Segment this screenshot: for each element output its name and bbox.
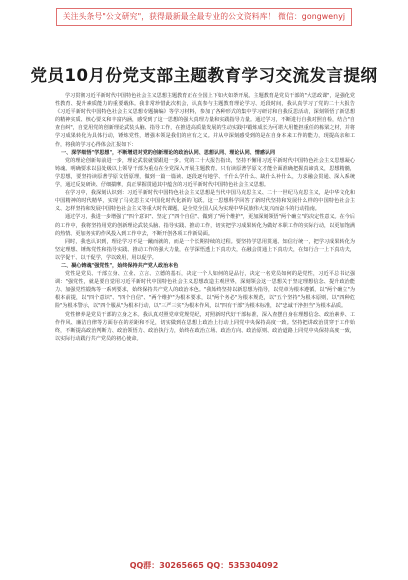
paragraph: 通过学习，我进一步增强了"四个意识"、坚定了"四个自信"、做到了"两个维护"，更加深刻领悟"两个确立"的决定性意义。在今后的工作中，我将坚持用党的创新理论武装头脑、指导实践、推动工作，切实把学习成果转化为做好本职工作的实际行动，以更加饱满的热情、更加务实的作风投入到工作中去，不断开创各项工作新局面。: [55, 214, 355, 237]
paragraph: 在学习中，我深刻认识到：习近平新时代中国特色社会主义思想是当代中国马克思主义、二十一世纪马克思主义，是中华文化和中国精神的时代精华，实现了马克思主义中国化时代化新的飞跃。这一思想科学回答了新时代坚持和发展什么样的中国特色社会主义、怎样坚持和发展中国特色社会主义等重大时代课题，是全党全国人民为实现中华民族伟大复兴而奋斗的行动指南。: [55, 190, 355, 213]
paragraph: 党性是党员、干部立身、立业、立言、立德的基石，决定一个人如何的是品行，决定一名党员如何的是党性，习近平总书记强调："强党性，就是要自觉用习近平新时代中国特色社会主义思想改造主观世界，深刻领会这一思想关于坚定理想信念、提升政治能力、加强党性锻炼等一系列要求，始终保持共产党人的政治本色。"我始终坚持以新思想为指导，以党章为根本遵循，以"两个确立"为根本前提，以"四个意识"、"四个自信"、"两个维护"为根本要求，以"两个务必"为根本规范，以"五个坚持"为根本原则，以"四种危险"为根本警示，以"四个服从"为根本行动，以"三严三实"为根本作风，以"四有干部"为根本标准，以"忠诚干净担当"为根本品质。: [55, 271, 355, 310]
document-title: 党员10月份党支部主题教育学习交流发言提纲: [30, 66, 378, 85]
banner: [0, 6, 408, 28]
paragraph: 党性修养是党员干部的立身之本。我认真对照党章党规党纪，对照新时代好干部标准，深入查摆自身在理想信念、政治素养、工作作风、廉洁自律等方面存在的差距和不足，切实做到在思想上政治上行动上同党中央保持高度一致。坚持把讲政治贯穿于工作始终，不断提高政治判断力、政治领悟力、政治执行力，始终在政治立场、政治方向、政治原则、政治道路上同党中央保持高度一致，以实际行动践行共产党员的初心使命。: [55, 311, 355, 342]
section-heading: 二、凝心铸魂"强党性"，始终保持共产党人政治本色: [61, 262, 179, 269]
document-body: [55, 92, 355, 560]
paragraph: 同时，我也认识到，理论学习不是一蹴而就的，而是一个长期持续的过程。要坚持学思用贯通、知信行统一，把学习成果转化为坚定理想、锤炼党性和指导实践、推动工作的强大力量，在学深悟透上下真功夫，在融会贯通上下真功夫，在知行合一上下真功夫，以学促干、以干促学，学以致用，用以促学。: [55, 238, 355, 261]
paragraph: 党的理论创新每前进一步，理论武装就要跟进一步。党的二十大报告指出，坚持不懈用习近平新时代中国特色社会主义思想凝心铸魂。明确要求以县处级以上领导干部为重点在全党深入开展主题教育。只有读原著学原文才能全面准确把握真谛真义，思想精髓，学思想，要坚持读原著学原文悟原理，做到一篇一篇读、逐段逐句地学、千什么学什么、缺什么补什么，力求融会贯通、深入系统学，通过反复研读、仔细揣摩，真正掌握贯通其中蕴含的习近平新时代中国特色社会主义思想。: [55, 157, 355, 189]
footer-contact: QQ群：30265665 QQ：535304092: [129, 561, 279, 570]
paragraph: 学习贯彻习近平新时代中国特色社会主义思想主题教育正在全国上下如火如荼开展。主题教育是党员干部的"大思政课"，是强化党性教育、提升素质能力的重要载体。我非常珍惜此次机会，认真参与主题教育理论学习、近段时间，我认真学习了党的二十大报告《习近平新时代中国特色社会主义思想专题摘编》等学习材料，参加了各种形式的集中学习研讨和自我反思活动，深刻领悟了新思想的精神实质、核心要义和丰富内涵，感受到了这一思想的强大真理力量和实践指导力量。通过学习，不断进行自我对照自检，结合"自查自纠"，自觉用党的创新理论武装头脑、指导工作，在推进高质量发展的生动实践中锻炼成长为可堪大用能担重任的栋梁之材，并将学习成果转化为具体行动，锤炼党性，增强本领是我们的应有之义。并从中深刻感受到的是在自身本来工作的能力，现提高亲和工作，将我的学习心得体会汇报如下：: [55, 93, 355, 148]
section-heading: 一、深学细悟"学思想"，不断增进对党的创新理论的政治认同、思想认同、理论认同、情感认同: [61, 149, 276, 156]
banner-text: 关注头条号"公文研究"，获得最新最全最专业的公文资料库！ 微信：gongwenyj: [56, 8, 352, 26]
